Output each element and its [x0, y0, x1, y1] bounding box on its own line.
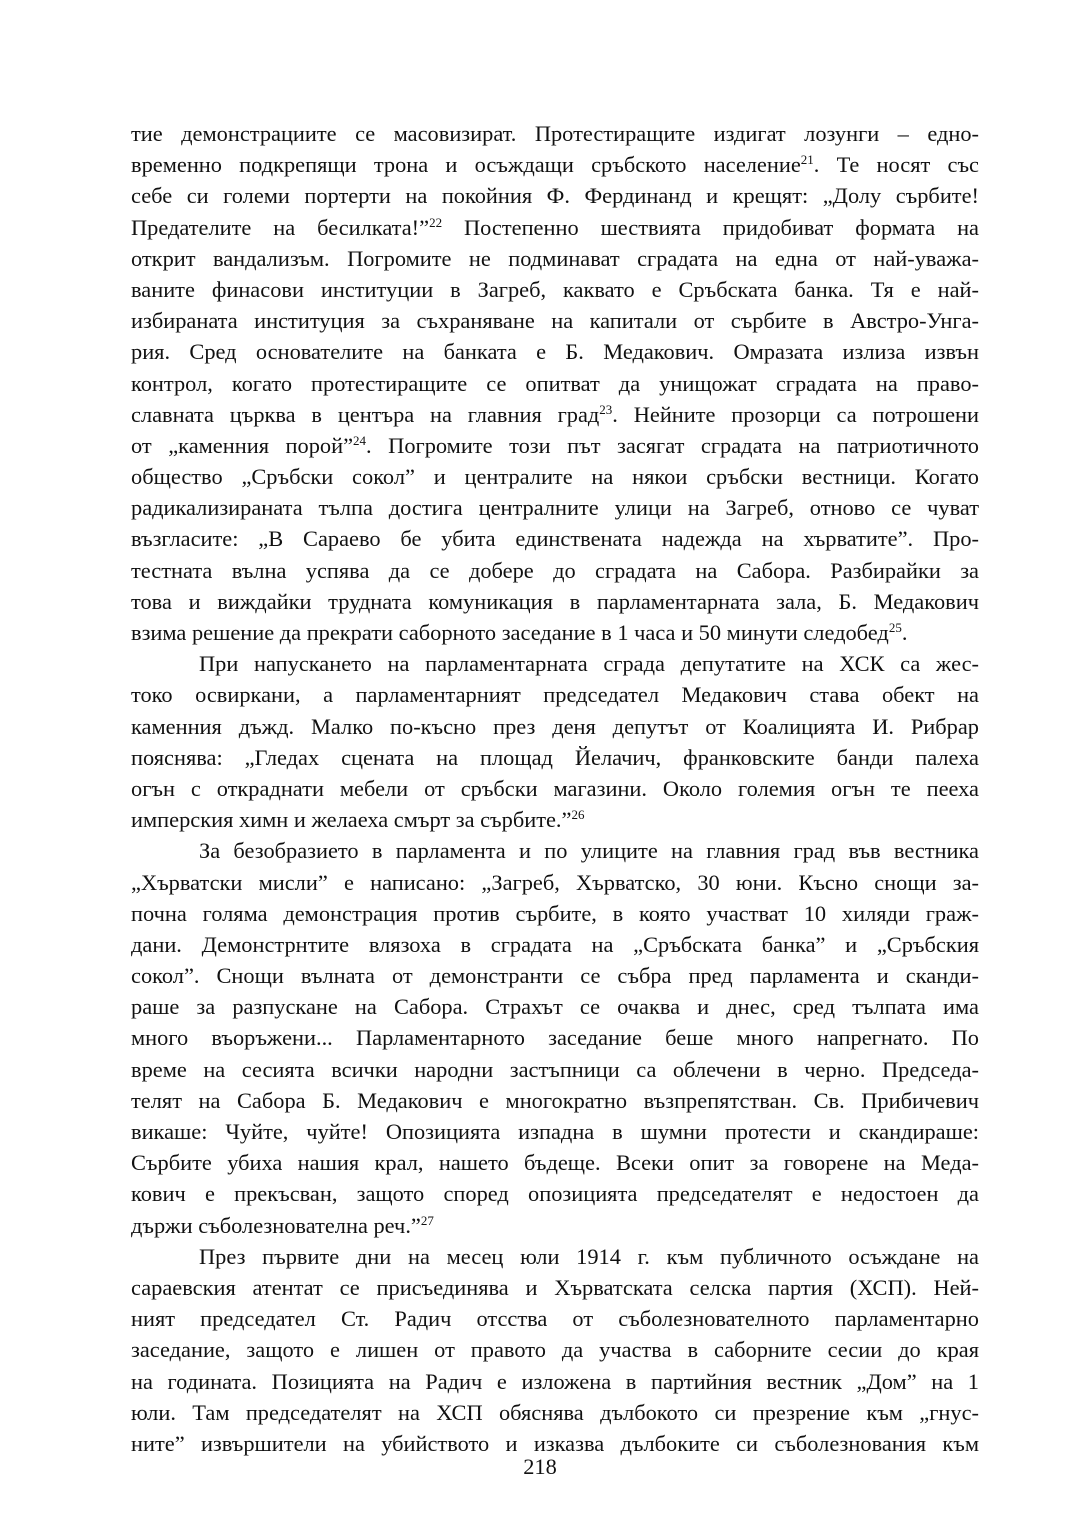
text-line-content: общество „Сръбски сокол” и централите на някои сръбски вестници. Когато [131, 464, 979, 490]
text-line [131, 617, 979, 648]
text-line [131, 1054, 979, 1085]
text-line [131, 1241, 979, 1272]
text-line [131, 180, 979, 211]
text-line-content: юли. Там председателят на ХСП обяснява дълбокото си презрение към „гнус- [131, 1399, 979, 1425]
text-line-content: ните” извършители на убийството и изказва дълбоките си съболезнования към [131, 1430, 979, 1456]
text-line-content: През първите дни на месец юли 1914 г. към публичното осъждане на [199, 1243, 979, 1269]
text-line [131, 1022, 979, 1053]
text-line [131, 742, 979, 773]
text-line-content: себе си големи портерти на покойния Ф. Фердинанд и крещят: „Долу сърбите! [131, 183, 979, 209]
footnote-marker: 26 [571, 807, 585, 823]
text-line [131, 149, 979, 180]
text-line [131, 679, 979, 710]
text-line [131, 1366, 979, 1397]
footnote-marker: 25 [888, 620, 902, 635]
text-line-continuation: . Те носят със [813, 152, 979, 178]
text-line-continuation: . [901, 620, 908, 645]
footnote-marker: 21 [800, 152, 814, 168]
text-line-content: заседание, защото е лишен от правото да участва в саборните сесии до края [131, 1337, 979, 1363]
text-line-content: „Хърватски мисли” е написано: „Загреб, Хърватско, 30 юни. Късно снощи за- [131, 869, 979, 895]
text-line-content: пояснява: „Гледах сцената на площад Йелачич, франковските банди палеха [131, 744, 979, 770]
text-line-content: радикализираната тълпа достига централните улици на Загреб, отново се чуват [131, 495, 979, 521]
text-line [131, 648, 979, 679]
text-line-content: тие демонстрациите се масовизират. Протестиращите издигат лозунги – едно- [131, 121, 979, 146]
text-line-content: рия. Сред основателите на банката е Б. Медакович. Омразата излиза извън [131, 339, 979, 365]
text-line-content: ният председател Ст. Радич отсства от съболезнователното парламентарно [131, 1306, 979, 1332]
text-line [131, 336, 979, 367]
text-line-content: кович е прекъсван, защото според опозицията председателят е недостоен да [131, 1181, 979, 1207]
text-line-continuation: Постепенно шествията придобиват формата на [442, 214, 979, 240]
text-line-content: имперския химн и желаеха смърт за сърбите.” [131, 807, 572, 833]
text-line-content: токо освиркани, а парламентарният председател Медакович става обект на [131, 682, 979, 708]
text-line-content: дани. Демонстрнтите влязоха в сградата на „Сръбската банка” и „Сръбския [131, 931, 979, 957]
footnote-marker: 23 [599, 401, 613, 417]
text-line-content: Сърбите убиха нашия крал, нашето бъдеще. Всеки опит за говорене на Меда- [131, 1150, 979, 1176]
text-line [131, 399, 979, 430]
text-line [131, 991, 979, 1022]
text-line [131, 1303, 979, 1334]
text-line [131, 492, 979, 523]
text-line-content: открит вандализъм. Погромите не подминават сградата на една от най-уважа- [131, 245, 979, 271]
footnote-marker: 22 [429, 214, 443, 230]
text-line [131, 1334, 979, 1365]
text-line [131, 1397, 979, 1428]
text-line-content: от „каменния порой” [131, 432, 354, 458]
text-line-content: тестната вълна успява да се добере до сградата на Сабора. Разбирайки за [131, 557, 979, 583]
text-line [131, 586, 979, 617]
text-line-continuation: . Погромите този път засягат сградата на патриотичното [366, 432, 979, 458]
text-line-content: временно подкрепящи трона и осъждащи сръбското население [131, 152, 801, 178]
text-line-content: много въоръжени... Парламентарното заседание беше много напрегнато. По [131, 1025, 979, 1051]
text-line-content: раше за разпускане на Сабора. Страхът се очаква и днес, сред тълпата има [131, 994, 979, 1020]
text-line [131, 274, 979, 305]
text-line [131, 118, 979, 149]
footnote-marker: 24 [353, 432, 367, 448]
text-line [131, 243, 979, 274]
text-line-continuation: . Нейните прозорци са потрошени [612, 401, 979, 427]
text-line [131, 929, 979, 960]
text-line-content: За безобразието в парламента и по улиците на главния град във вестника [199, 838, 979, 864]
text-line-content: славната църква в центъра на главния град [131, 401, 600, 427]
text-line-content: сараевския атентат се присъединява и Хърватската селска партия (ХСП). Ней- [131, 1274, 979, 1300]
text-line-content: огън с откраднати мебели от сръбски магазини. Около големия огън те пееха [131, 775, 979, 801]
text-line [131, 1085, 979, 1116]
text-line-content: сокол”. Снощи вълната от демонстранти се събра пред парламента и сканди- [131, 963, 979, 989]
text-line-content: Предателите на бесилката!” [131, 214, 430, 240]
text-line-content: контрол, когато протестиращите се опитват да унищожат сградата на право- [131, 370, 979, 396]
text-line-content: на годината. Позицията на Радич е изложена в партийния вестник „Дом” на 1 [131, 1368, 979, 1394]
text-line [131, 1147, 979, 1178]
text-line-content: почна голяма демонстрация против сърбите, в която участват 10 хиляди граж- [131, 900, 979, 926]
text-line [131, 368, 979, 399]
text-line-content: взима решение да прекрати саборното заседание в 1 часа и 50 минути следобед [131, 620, 889, 645]
text-line-content: държи съболезнователна реч.” [131, 1212, 421, 1238]
text-line-content: При напускането на парламентарната сграда депутатите на ХСК са жес- [199, 651, 979, 677]
text-line-content: ваните финасови институции в Загреб, каквато е Сръбската банка. Тя е най- [131, 276, 979, 302]
text-line [131, 430, 979, 461]
page-number: 218 [523, 1454, 557, 1479]
text-line-content: телят на Сабора Б. Медакович е многократно възпрепятстван. Св. Прибичевич [131, 1087, 979, 1113]
text-line [131, 898, 979, 929]
text-line [131, 212, 979, 243]
text-line [131, 867, 979, 898]
text-line-content: време на сесията всички народни застъпници са облечени в черно. Председа- [131, 1056, 979, 1082]
text-line [131, 461, 979, 492]
text-line [131, 1272, 979, 1303]
text-line-content: възгласите: „В Сараево бе убита единствената надежда на хърватите”. Про- [131, 526, 979, 552]
text-line [131, 960, 979, 991]
text-line [131, 835, 979, 866]
text-line [131, 804, 979, 835]
text-line-content: избираната институция за съхраняване на капитали от сърбите в Австро-Унга- [131, 308, 979, 334]
text-line [131, 1210, 979, 1241]
text-line-content: това и виждайки трудната комуникация в парламентарната зала, Б. Медакович [131, 588, 979, 614]
footnote-marker: 27 [420, 1212, 434, 1228]
text-line-content: каменния дъжд. Малко по-късно през деня депутът от Коалицията И. Рибрар [131, 713, 979, 739]
text-line [131, 711, 979, 742]
text-line [131, 773, 979, 804]
text-line [131, 305, 979, 336]
text-line-content: викаше: Чуйте, чуйте! Опозицията изпадна в шумни протести и скандираше: [131, 1119, 979, 1144]
text-line [131, 555, 979, 586]
page-body-text [131, 118, 979, 1459]
text-line [131, 1178, 979, 1209]
text-line [131, 523, 979, 554]
text-line [131, 1116, 979, 1147]
